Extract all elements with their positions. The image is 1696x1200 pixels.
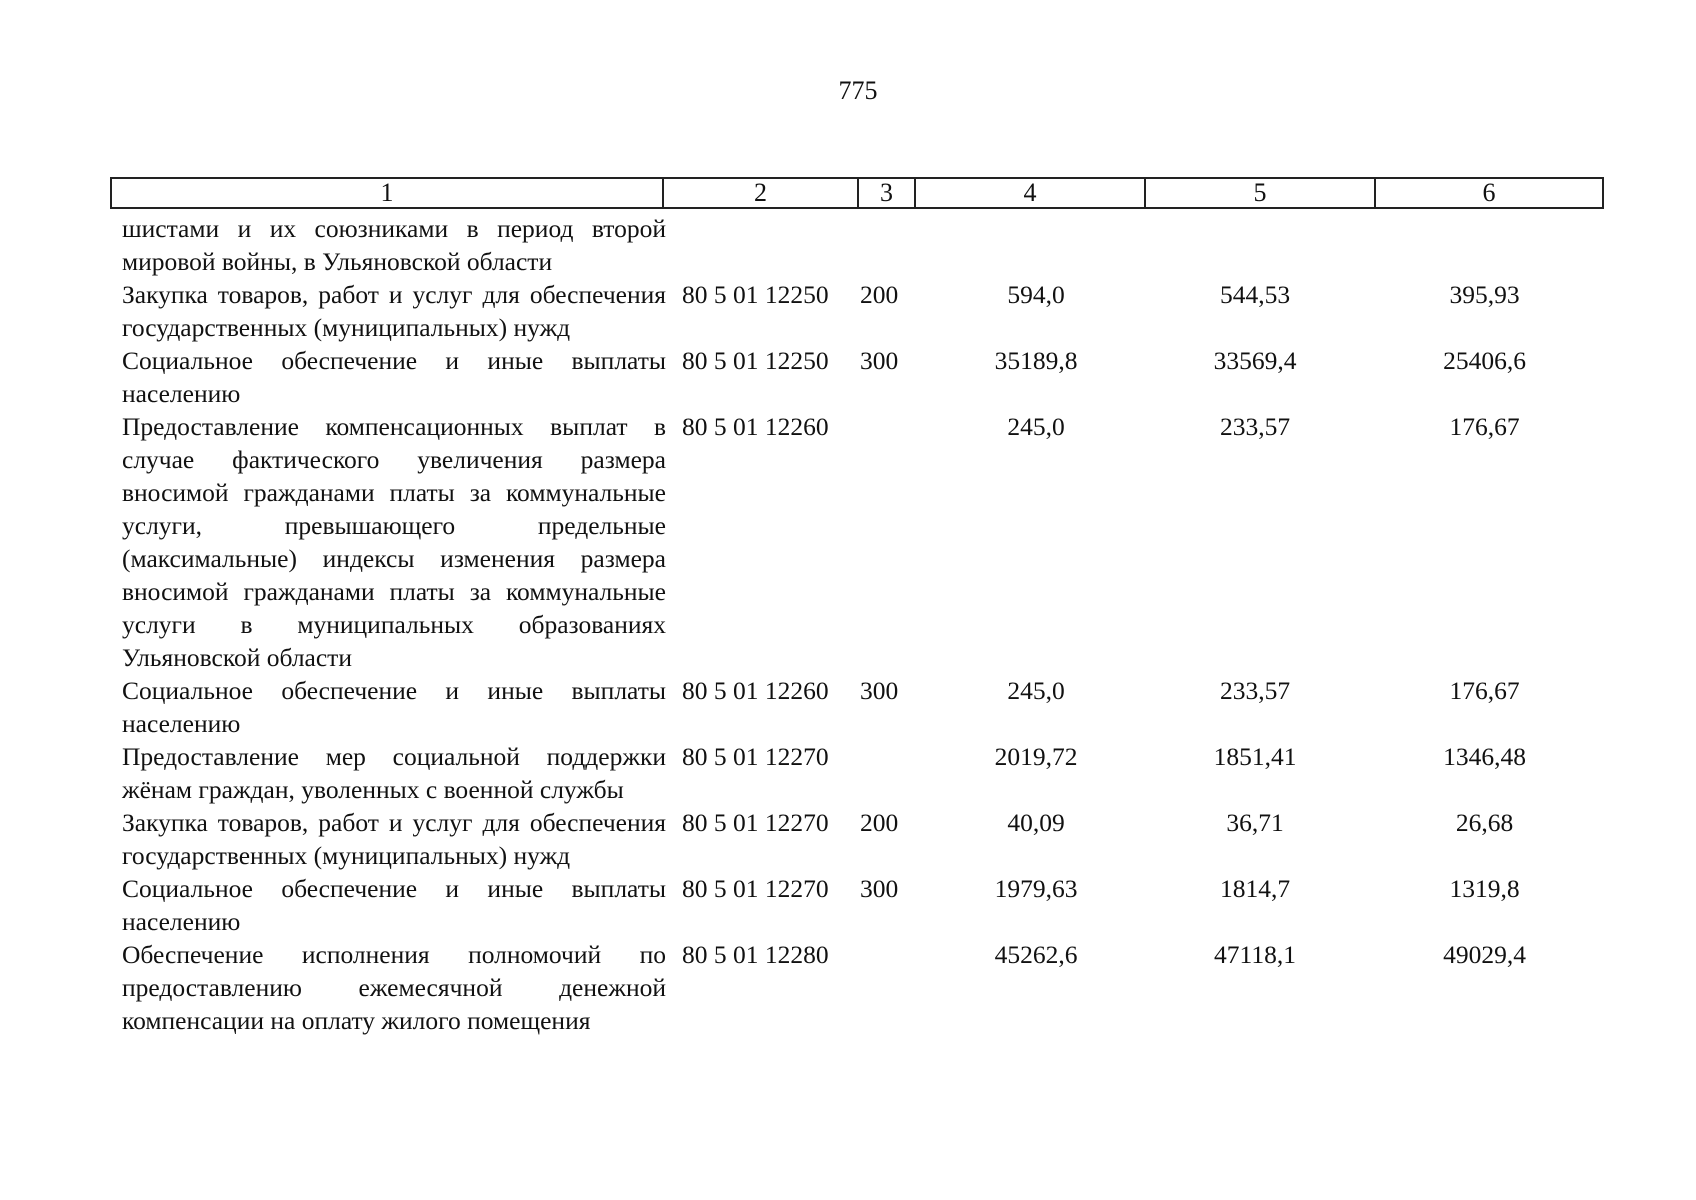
row-code: 80 5 01 12260	[682, 412, 829, 441]
row-code: 80 5 01 12280	[682, 940, 829, 969]
row-value-3: 49029,4	[1443, 940, 1526, 969]
row-value-2: 544,53	[1219, 280, 1291, 309]
table-row	[110, 212, 1604, 278]
row-value-2: 1814,7	[1219, 874, 1291, 903]
row-value-1: 245,0	[1007, 676, 1065, 705]
row-value-3: 26,68	[1455, 808, 1514, 837]
row-value-2: 47118,1	[1214, 940, 1296, 969]
row-value-2: 33569,4	[1213, 346, 1297, 375]
row-name: шистами и их союзниками в период второй мировой войны, в Ульяновской области	[122, 214, 666, 276]
row-type: 200	[860, 280, 899, 309]
row-name: Социальное обеспечение и иные выплаты населению	[122, 874, 666, 936]
row-value-3: 1319,8	[1449, 874, 1520, 903]
table-row	[110, 410, 1604, 674]
row-code: 80 5 01 12270	[682, 742, 829, 771]
table-row	[110, 278, 1604, 344]
row-type: 300	[860, 676, 899, 705]
table-row	[110, 872, 1604, 938]
row-value-1: 35189,8	[994, 346, 1078, 375]
row-value-1: 594,0	[1007, 280, 1065, 309]
row-value-3: 1346,48	[1443, 742, 1526, 771]
table-row	[110, 806, 1604, 872]
row-value-3: 395,93	[1449, 280, 1520, 309]
row-value-2: 233,57	[1219, 412, 1291, 441]
header-col-6: 6	[1482, 178, 1496, 207]
row-value-1: 1979,63	[994, 874, 1078, 903]
row-code: 80 5 01 12250	[682, 346, 829, 375]
row-type: 300	[860, 874, 899, 903]
header-col-1: 1	[112, 179, 664, 207]
row-value-2: 1851,41	[1213, 742, 1297, 771]
row-value-2: 36,71	[1226, 808, 1284, 837]
row-value-1: 245,0	[1007, 412, 1065, 441]
row-name: Социальное обеспечение и иные выплаты населению	[122, 346, 666, 408]
row-value-2: 233,57	[1219, 676, 1291, 705]
table-row	[110, 344, 1604, 410]
row-name: Предоставление мер социальной поддержки жёнам граждан, уволенных с военной службы	[122, 742, 666, 804]
row-name: Закупка товаров, работ и услуг для обеспечения государственных (муниципальных) нужд	[122, 280, 666, 342]
table-row	[110, 740, 1604, 806]
row-value-1: 45262,6	[994, 940, 1078, 969]
row-code: 80 5 01 12270	[682, 874, 829, 903]
row-value-1: 40,09	[1007, 808, 1065, 837]
row-value-3: 176,67	[1449, 412, 1520, 441]
table-row	[110, 674, 1604, 740]
table-row	[110, 938, 1604, 1037]
row-value-3: 176,67	[1449, 676, 1520, 705]
header-col-2: 2	[664, 179, 859, 207]
row-name: Закупка товаров, работ и услуг для обеспечения государственных (муниципальных) нужд	[122, 808, 666, 870]
page-number: 775	[838, 76, 878, 105]
row-name: Предоставление компенсационных выплат в случае фактического увеличения размера вносимой гражданами платы за коммунальные услуги, превышающего предельные (максимальные) индексы изменения размера вносимой гражданами платы за коммунальные услуги в муниципальных образованиях Ульяновской области	[122, 412, 666, 672]
header-col-3: 3	[859, 179, 916, 207]
table-header	[110, 177, 1604, 209]
row-type: 200	[860, 808, 899, 837]
row-code: 80 5 01 12270	[682, 808, 829, 837]
row-code: 80 5 01 12260	[682, 676, 829, 705]
header-col-4: 4	[916, 179, 1146, 207]
table-body	[110, 212, 1604, 1037]
header-col-5: 5	[1146, 179, 1376, 207]
row-name: Обеспечение исполнения полномочий по предоставлению ежемесячной денежной компенсации на оплату жилого помещения	[122, 940, 666, 1035]
row-name: Социальное обеспечение и иные выплаты населению	[122, 676, 666, 738]
row-value-3: 25406,6	[1443, 346, 1526, 375]
row-value-1: 2019,72	[994, 742, 1078, 771]
row-code: 80 5 01 12250	[682, 280, 829, 309]
row-type: 300	[860, 346, 899, 375]
